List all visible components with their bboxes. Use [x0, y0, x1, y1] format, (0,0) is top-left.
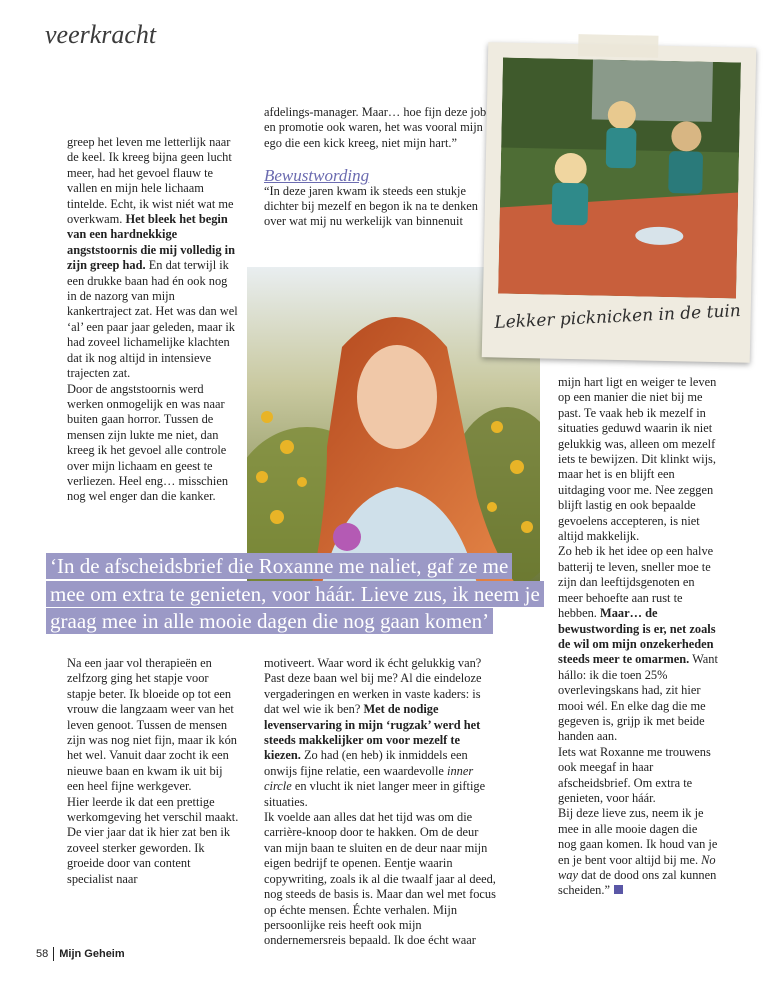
paragraph: “In deze jaren kwam ik steeds een stukje dichter bij mezelf en begon ik na te denken over wat mij nu werkelijk van binnenuit — [264, 183, 478, 229]
text: motiveert. Waar word ik écht gelukkig van? Past deze baan wel bij me? Al die eindeloze vergaderingen en werken in vaste kaders: is dat wel wie ik ben? — [264, 656, 482, 717]
italic-text: No way — [558, 852, 716, 882]
text: en vlucht ik niet langer meer in giftige situaties. — [264, 779, 486, 809]
paragraph — [558, 806, 718, 898]
text: Bij deze lieve zus, neem ik je mee in alle mooie dagen die nog gaan komen. Ik houd van je en je bent voor altijd bij me. — [558, 806, 718, 867]
column-3 — [558, 375, 718, 899]
end-mark-icon — [614, 885, 623, 894]
magazine-name: Mijn Geheim — [59, 947, 125, 960]
paragraph: Iets wat Roxanne me trouwens ook meegaf in haar afscheidsbrief. Om extra te genieten, voor háár. — [558, 744, 711, 805]
subheading-bewustwording: Bewustwording — [264, 166, 370, 186]
paragraph — [264, 656, 496, 810]
polaroid-caption: Lekker picknicken in de tuin — [493, 300, 742, 334]
pull-quote — [46, 553, 546, 636]
section-title: veerkracht — [45, 20, 157, 49]
bold-text: Het bleek het begin van een hardnekkige angststoornis die mij volledig in zijn greep had. — [67, 212, 235, 273]
paragraph: afdelings-manager. Maar… hoe fijn deze job en promotie ook waren, het was vooral mijn ego die een kick kreeg, niet mijn hart.” — [264, 105, 487, 150]
text: Zo had (en heb) ik inmiddels een onwijs fijne relatie, een waardevolle — [264, 748, 468, 778]
text: En dat terwijl ik een drukke baan had én ook nog in de nazorg van mijn kankertraject zat. Het was dan wel ‘al’ een paar jaar geleden, maar ik had zoveel lichamelijke klachten dat ik nog altijd in intensieve trajecten zat. — [67, 258, 238, 381]
column-2-top — [264, 105, 496, 230]
tape-strip — [578, 34, 658, 58]
page-number: 58 — [36, 947, 49, 960]
page-footer — [36, 947, 125, 961]
picnic-photo — [498, 58, 741, 299]
text: Want hállo: ik die toen 25% overlevingskans had, zit hier mooi wél. En elke dag die me gegeven is, grijp ik met beide handen aan. — [558, 652, 718, 744]
divider — [53, 947, 54, 961]
italic-text: inner circle — [264, 763, 474, 794]
bold-text: Maar… de bewustwording is er, net zoals de wil om mijn onzekerheden steeds meer te omarmen. — [558, 606, 716, 667]
text: greep het leven me letterlijk naar de keel. Ik kreeg bijna geen lucht meer, had het gevoel flauw te vallen en mijn hele lichaam tintelde. Echt, ik wist niét wat me overkwam. — [67, 135, 234, 227]
paragraph: mijn hart ligt en weiger te leven op een manier die niet bij me past. Te vaak heb ik mezelf in situaties geduwd waarin ik niet gelukkig was, alleen om mezelf iets te bewijzen. Dit klinkt wijs, maar het is en blijft een uitdaging voor me. Nee zeggen blijft lastig en ook bepaalde gevoelens accepteren, is niet altijd makkelijk. — [558, 375, 717, 544]
paragraph: Hier leerde ik dat een prettige werkomgeving het verschil maakt. De vier jaar dat ik hier zat ben ik zoveel sterker geworden. Ik groeide door van content specialist naar — [67, 794, 239, 886]
paragraph — [67, 135, 239, 382]
paragraph: Ik voelde aan alles dat het tijd was om die carrière-knoop door te hakken. Om de deur van mijn baan te sluiten en de deur naar mijn eigen bedrijf te openen. Eentje waarin copywriting, zoals ik al die twaalf jaar al deed, nog steeds de basis is. Maar dan wel met focus op échte mensen. Échte verhalen. Mijn persoonlijke reis heeft ook mijn ondernemersreis bepaald. Ik doe écht waar — [264, 810, 496, 948]
text: dat de dood ons zal kunnen scheiden.” — [558, 868, 717, 898]
column-1-bottom — [67, 656, 239, 887]
paragraph: Door de angststoornis werd werken onmogelijk en was naar buiten gaan horror. Tussen de mensen zijn lukte me niet, dan kreeg ik het gevoel alle controle over mijn lichaam en geest te verliezen. Heel eng… misschien nog wel enger dan die kanker. — [67, 381, 229, 504]
quote-text: ‘In de afscheidsbrief die Roxanne me naliet, gaf ze me mee om extra te genieten, voor háár. Lieve zus, ik neem je graag mee in alle mooie dagen die nog gaan komen’ — [46, 553, 544, 634]
column-1-top — [67, 135, 239, 505]
paragraph — [558, 544, 718, 744]
column-2-bottom — [264, 656, 496, 949]
paragraph: Na een jaar vol therapieën en zelfzorg ging het stapje voor stapje beter. Ik bloeide op tot een vrouw die langzaam weer van het leven genoot. Tussen de mensen zijn was nog niet fijn, maar ik kón het wel. Vanuit daar zocht ik een nieuwe baan en kwam ik uit bij een heel fijne werkgever. — [67, 656, 237, 794]
bold-text: Met de nodige levenservaring in mijn ‘rugzak’ werd het steeds makkelijker om voor mezelf te kiezen. — [264, 702, 481, 763]
text: Zo heb ik het idee op een halve batterij te leven, sneller moe te zijn dan leeftijdsgenoten en meer behoefte aan rust te hebben. — [558, 544, 714, 621]
polaroid-photo — [482, 42, 757, 363]
